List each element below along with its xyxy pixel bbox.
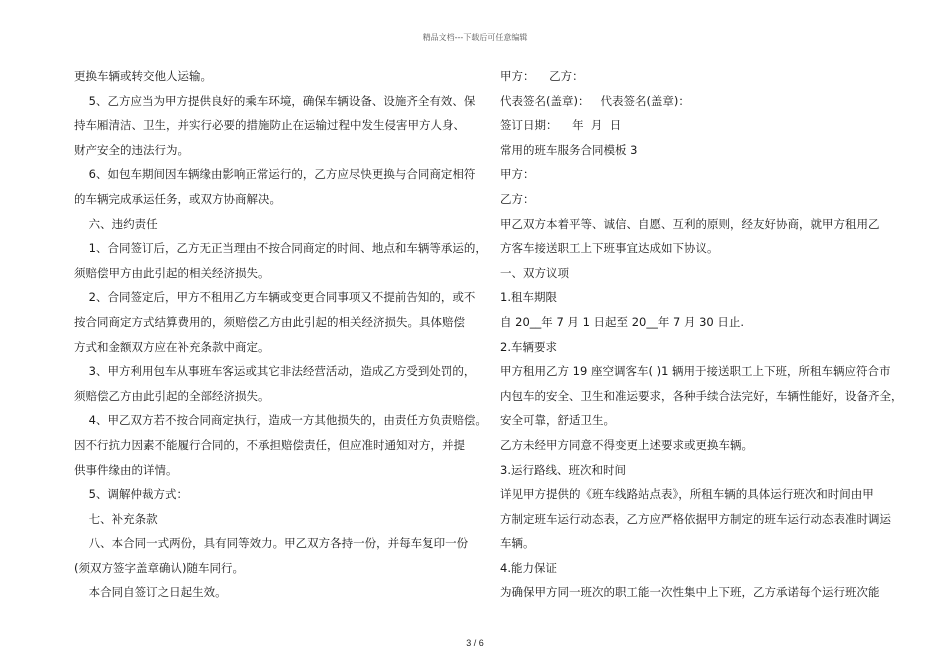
page-number: 3 / 6 bbox=[466, 638, 484, 648]
text-line: 更换车辆或转交他人运输。 bbox=[74, 69, 212, 83]
text-line: 甲方： bbox=[500, 167, 535, 182]
text-line: 乙方未经甲方同意不得变更上述要求或更换车辆。 bbox=[500, 437, 753, 452]
subsection-heading: 4.能力保证 bbox=[500, 560, 557, 575]
text-line: 方式和金额双方应在补充条款中商定。 bbox=[74, 339, 270, 354]
text-line: 1、合同签订后，乙方无正当理由不按合同商定的时间、地点和车辆等承运的， bbox=[74, 241, 487, 256]
section-heading: 一、双方议项 bbox=[500, 265, 569, 280]
text-line: 方客车接送职工上下班事宜达成如下协议。 bbox=[500, 241, 719, 256]
text-line: 财产安全的违法行为。 bbox=[74, 142, 189, 157]
text-line: 签订日期： 年 月 日 bbox=[500, 118, 622, 133]
text-line: 须赔偿乙方由此引起的全部经济损失。 bbox=[74, 388, 270, 403]
text-line: 本合同自签订之日起生效。 bbox=[74, 585, 227, 600]
section-heading: 七、补充条款 bbox=[74, 511, 158, 526]
text-line: 详见甲方提供的《班车线路站点表》，所租车辆的具体运行班次和时间由甲 bbox=[500, 487, 874, 502]
text-line: 2、合同签定后，甲方不租用乙方车辆或变更合同事项又不提前告知的，或不 bbox=[74, 290, 476, 305]
template-title: 常用的班车服务合同模板 3 bbox=[500, 142, 638, 157]
text-line: 5、调解仲裁方式： bbox=[74, 487, 188, 502]
text-line: 为确保甲方同一班次的职工能一次性集中上下班，乙方承诺每个运行班次能 bbox=[500, 585, 880, 600]
text-line: 按合同商定方式结算费用的，须赔偿乙方由此引起的相关经济损失。具体赔偿 bbox=[74, 314, 465, 329]
text-line: 自 20__年 7 月 1 日起至 20__年 7 月 30 日止. bbox=[500, 314, 745, 329]
text-line: 持车厢清洁、卫生，并实行必要的措施防止在运输过程中发生侵害甲方人身、 bbox=[74, 118, 465, 133]
text-line: (须双方签字盖章确认)随车同行。 bbox=[74, 560, 244, 575]
text-line: 乙方： bbox=[500, 191, 535, 206]
text-line: 八、本合同一式两份，具有同等效力。甲乙双方各持一份，并每车复印一份 bbox=[74, 536, 469, 551]
subsection-heading: 2.车辆要求 bbox=[500, 339, 557, 354]
text-line: 5、乙方应当为甲方提供良好的乘车环境，确保车辆设备、设施齐全有效、保 bbox=[74, 93, 476, 108]
text-line: 方制定班车运行动态表，乙方应严格依据甲方制定的班车运行动态表准时调运 bbox=[500, 511, 891, 526]
subsection-heading: 3.运行路线、班次和时间 bbox=[500, 462, 626, 477]
text-line: 代表签名(盖章)： 代表签名(盖章)： bbox=[500, 93, 690, 108]
text-line: 6、如包车期间因车辆缘由影响正常运行的，乙方应尽快更换与合同商定相符 bbox=[74, 167, 476, 182]
text-line: 甲乙双方本着平等、诚信、自愿、互利的原则，经友好协商，就甲方租用乙 bbox=[500, 216, 880, 231]
right-column bbox=[500, 64, 903, 605]
text-line: 因不行抗力因素不能履行合同的，不承担赔偿责任，但应准时通知对方，并提 bbox=[74, 437, 465, 452]
text-line: 安全可靠，舒适卫生。 bbox=[500, 413, 615, 428]
section-heading: 六、违约责任 bbox=[74, 216, 158, 231]
left-column bbox=[74, 64, 487, 605]
text-line: 内包车的安全、卫生和准运要求，各种手续合法完好，车辆性能好，设备齐全， bbox=[500, 388, 903, 403]
text-line: 甲方租用乙方 19 座空调客车( )1 辆用于接送职工上下班，所租车辆应符合市 bbox=[500, 364, 891, 379]
text-line: 甲方： 乙方： bbox=[500, 69, 584, 83]
text-line: 4、甲乙双方若不按合同商定执行，造成一方其他损失的，由责任方负责赔偿。 bbox=[74, 413, 487, 428]
subsection-heading: 1.租车期限 bbox=[500, 290, 557, 305]
page-header: 精品文档---下载后可任意编辑 bbox=[422, 33, 528, 42]
text-line: 供事件缘由的详情。 bbox=[74, 462, 178, 477]
text-line: 须赔偿甲方由此引起的相关经济损失。 bbox=[74, 265, 270, 280]
text-line: 3、甲方利用包车从事班车客运或其它非法经营活动，造成乙方受到处罚的， bbox=[74, 364, 476, 379]
text-line: 的车辆完成承运任务，或双方协商解决。 bbox=[74, 191, 281, 206]
text-line: 车辆。 bbox=[500, 536, 535, 551]
